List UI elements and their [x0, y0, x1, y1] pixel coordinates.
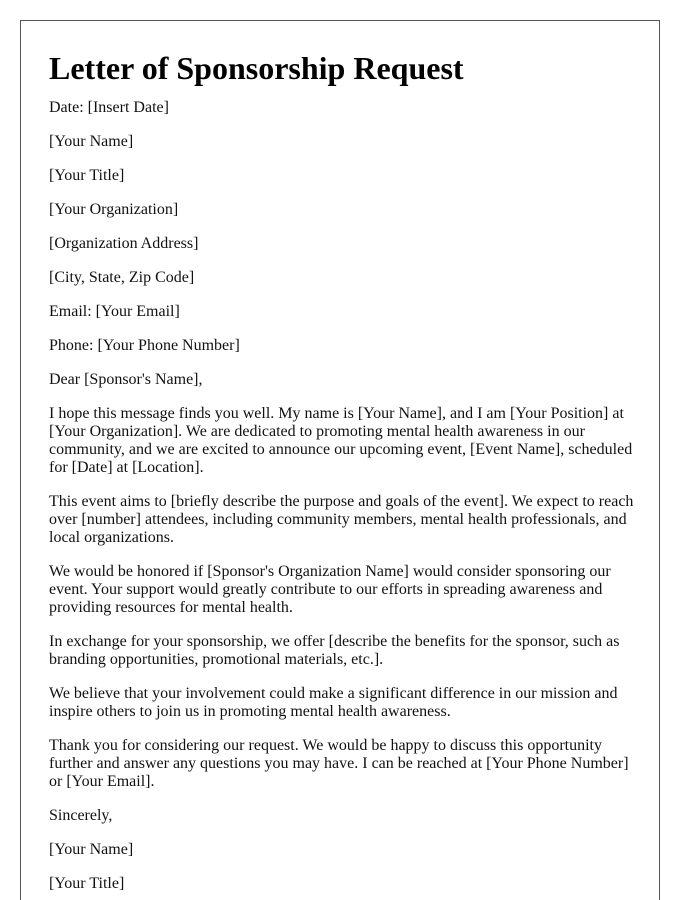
- salutation: Dear [Sponsor's Name],: [49, 371, 203, 388]
- letter-title: Letter of Sponsorship Request: [49, 50, 464, 86]
- sender-organization-line: [Your Organization]: [49, 201, 179, 218]
- phone-line: Phone: [Your Phone Number]: [49, 337, 240, 354]
- email-line: Email: [Your Email]: [49, 303, 180, 320]
- organization-address-line: [Organization Address]: [49, 235, 199, 252]
- sender-name-line: [Your Name]: [49, 133, 134, 150]
- city-state-zip-line: [City, State, Zip Code]: [49, 269, 195, 286]
- sender-title-line: [Your Title]: [49, 167, 125, 184]
- signature-name-line: [Your Name]: [49, 841, 134, 858]
- letter-page: [20, 20, 660, 900]
- body-paragraph-benefits: In exchange for your sponsorship, we offer [describe the benefits for the sponsor, such as branding opportunities, promotional materials, etc.].: [49, 633, 620, 668]
- body-paragraph-impact: We believe that your involvement could make a significant difference in our mission and inspire others to join us in promoting mental health awareness.: [49, 685, 618, 720]
- signature-title-line: [Your Title]: [49, 875, 125, 892]
- closing: Sincerely,: [49, 807, 113, 824]
- date-line: Date: [Insert Date]: [49, 99, 169, 116]
- body-paragraph-introduction: I hope this message finds you well. My name is [Your Name], and I am [Your Position] at [Your Organization]. We are dedicated to promoting mental health awareness in our community, and we are excited to announce our upcoming event, [Event Name], scheduled for [Date] at [Location].: [49, 405, 633, 476]
- body-paragraph-sponsorship-ask: We would be honored if [Sponsor's Organization Name] would consider sponsoring our event. Your support would greatly contribute to our efforts in spreading awareness and providing resources for mental health.: [49, 563, 611, 616]
- body-paragraph-thanks: Thank you for considering our request. We would be happy to discuss this opportunity further and answer any questions you may have. I can be reached at [Your Phone Number] or [Your Email].: [49, 737, 629, 790]
- body-paragraph-event-goals: This event aims to [briefly describe the purpose and goals of the event]. We expect to reach over [number] attendees, including community members, mental health professionals, and local organizations.: [49, 493, 634, 546]
